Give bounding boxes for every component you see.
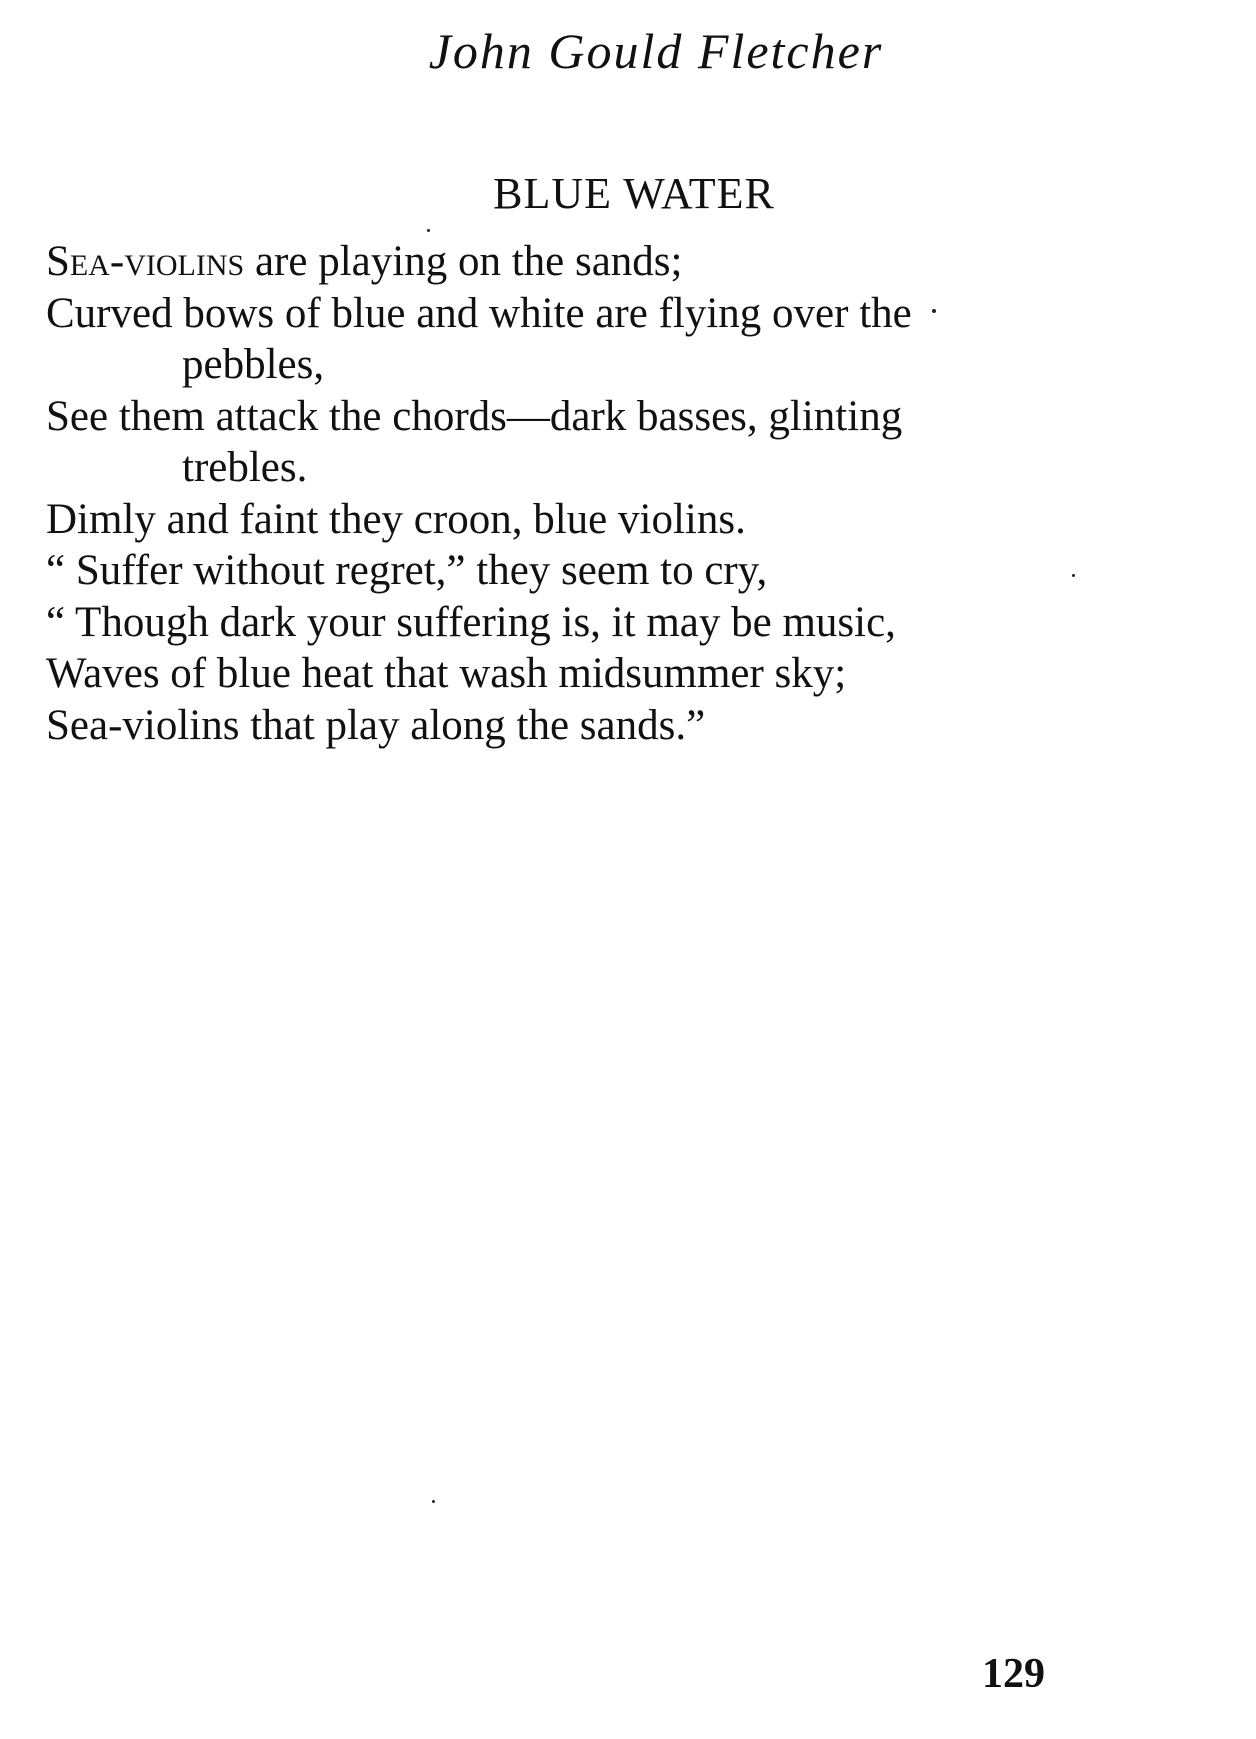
poem-line: See them attack the chords—dark basses, glinting: [46, 392, 903, 440]
poem-body: [46, 236, 1056, 751]
scan-speck: [432, 1500, 435, 1503]
poem-title: BLUE WATER: [493, 169, 775, 218]
poem-line: “ Though dark your suffering is, it may be music,: [46, 598, 896, 646]
poem-line-text: are playing on the sands;: [244, 238, 683, 285]
poem-line-continuation: pebbles,: [182, 341, 325, 388]
scan-speck: [1072, 574, 1075, 577]
poem-line: Sea-violins that play along the sands.”: [46, 701, 706, 749]
scan-speck: [932, 309, 936, 313]
poem-opening-word: Sea-violins: [46, 238, 245, 285]
poem-line: Dimly and faint they croon, blue violins.: [46, 495, 746, 543]
poem-line: [46, 236, 1056, 288]
poem-line: Waves of blue heat that wash midsummer sky;: [46, 650, 847, 697]
poem-line: “ Suffer without regret,” they seem to cry,: [46, 547, 768, 594]
poem-line-continuation: trebles.: [182, 444, 308, 491]
page-number: 129: [982, 1651, 1045, 1697]
running-head-author: John Gould Fletcher: [428, 23, 884, 79]
scan-speck: [427, 229, 430, 232]
poem-line: Curved bows of blue and white are flying over the: [46, 289, 912, 337]
